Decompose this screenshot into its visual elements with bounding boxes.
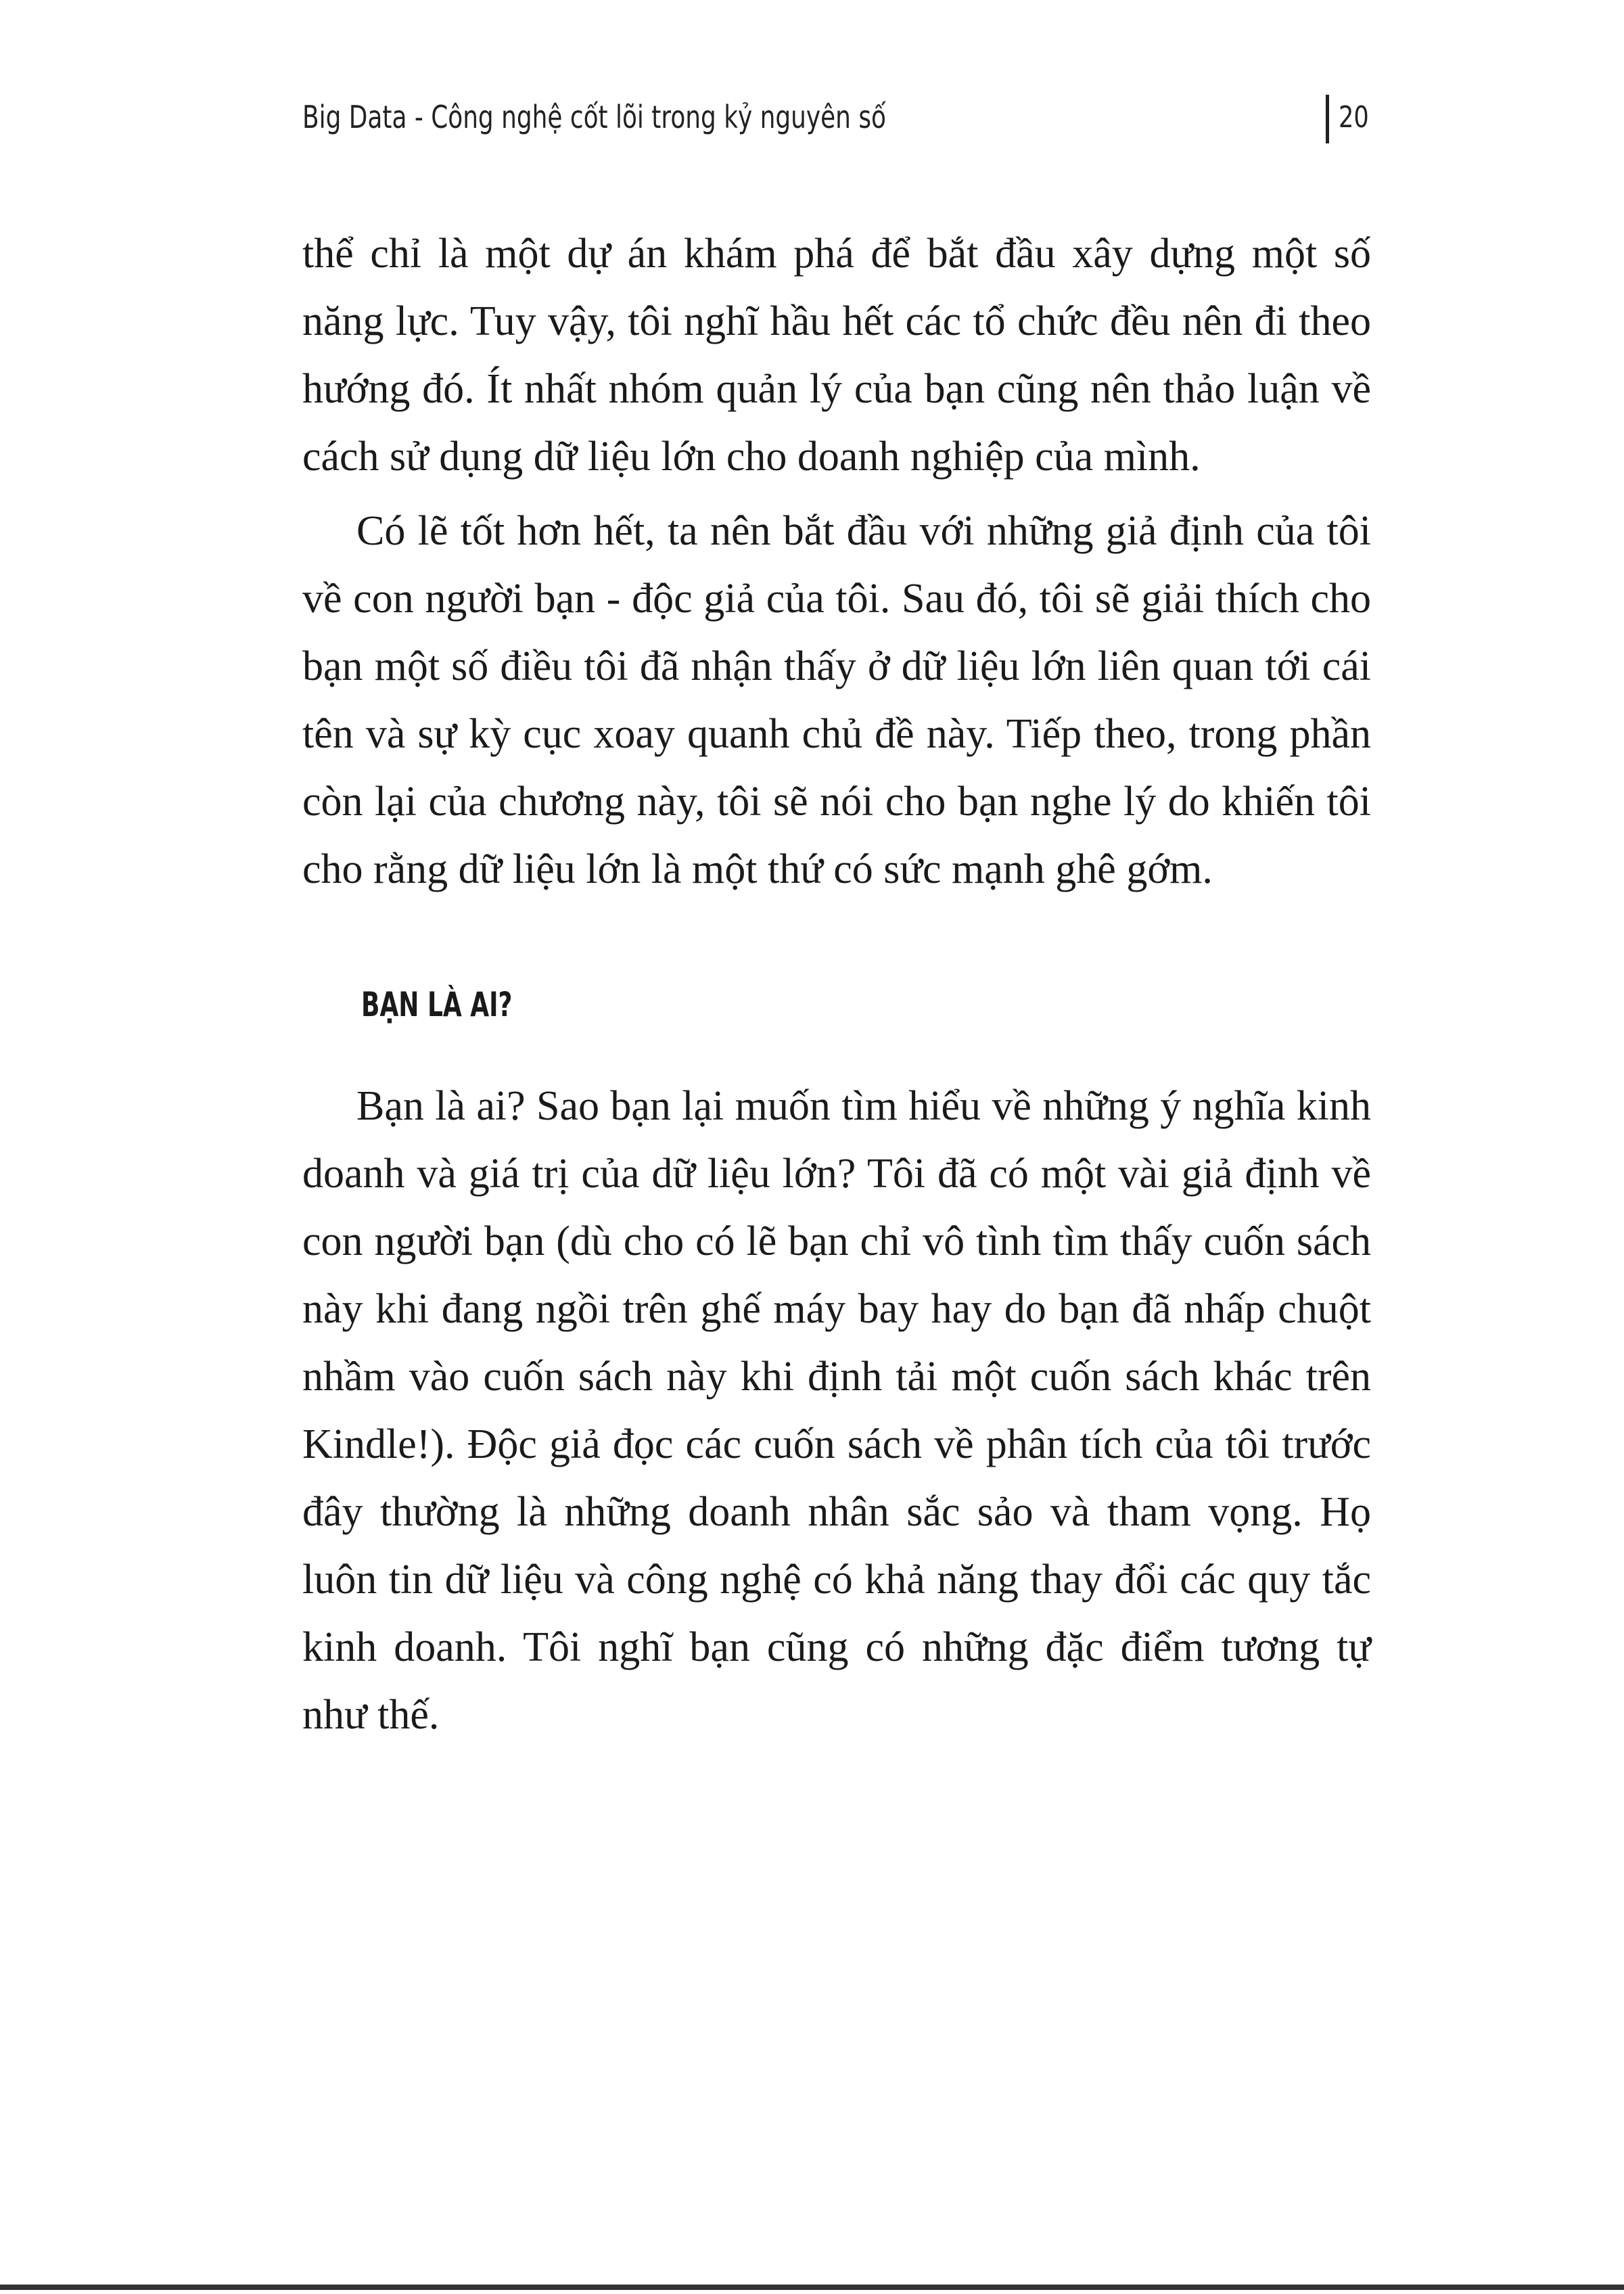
- paragraph-who-are-you: Bạn là ai? Sao bạn lại muốn tìm hiểu về những ý nghĩa kinh doanh và giá trị của dữ liệu lớn? Tôi đã có một vài giả định về con người bạn (dù cho có lẽ bạn chỉ vô tình tìm thấy cuốn sách này khi đang ngồi trên ghế máy bay hay do bạn đã nhấp chuột nhầm vào cuốn sách này khi định tải một cuốn sách khác trên Kindle!). Độc giả đọc các cuốn sách về phân tích của tôi trước đây thường là những doanh nhân sắc sảo và tham vọng. Họ luôn tin dữ liệu và công nghệ có khả năng thay đổi các quy tắc kinh doanh. Tôi nghĩ bạn cũng có những đặc điểm tương tự như thế.: [302, 1083, 1371, 1738]
- paragraph-continued: thể chỉ là một dự án khám phá để bắt đầu xây dựng một số năng lực. Tuy vậy, tôi nghĩ hầu hết các tổ chức đều nên đi theo hướng đó. Ít nhất nhóm quản lý của bạn cũng nên thảo luận về cách sử dụng dữ liệu lớn cho doanh nghiệp của mình.: [302, 231, 1371, 480]
- header-divider: [1326, 95, 1329, 143]
- bottom-border: [0, 2285, 1624, 2290]
- page-number: 20: [1339, 100, 1369, 135]
- running-title: Big Data - Công nghệ cốt lõi trong kỷ nguyên số: [302, 99, 886, 135]
- section-heading: BẠN LÀ AI?: [361, 985, 513, 1024]
- page-header: [302, 95, 1371, 149]
- page-body: [302, 220, 1371, 1749]
- paragraph-intro: Có lẽ tốt hơn hết, ta nên bắt đầu với những giả định của tôi về con người bạn - độc giả của tôi. Sau đó, tôi sẽ giải thích cho bạn một số điều tôi đã nhận thấy ở dữ liệu lớn liên quan tới cái tên và sự kỳ cục xoay quanh chủ đề này. Tiếp theo, trong phần còn lại của chương này, tôi sẽ nói cho bạn nghe lý do khiến tôi cho rằng dữ liệu lớn là một thứ có sức mạnh ghê gớm.: [302, 508, 1371, 892]
